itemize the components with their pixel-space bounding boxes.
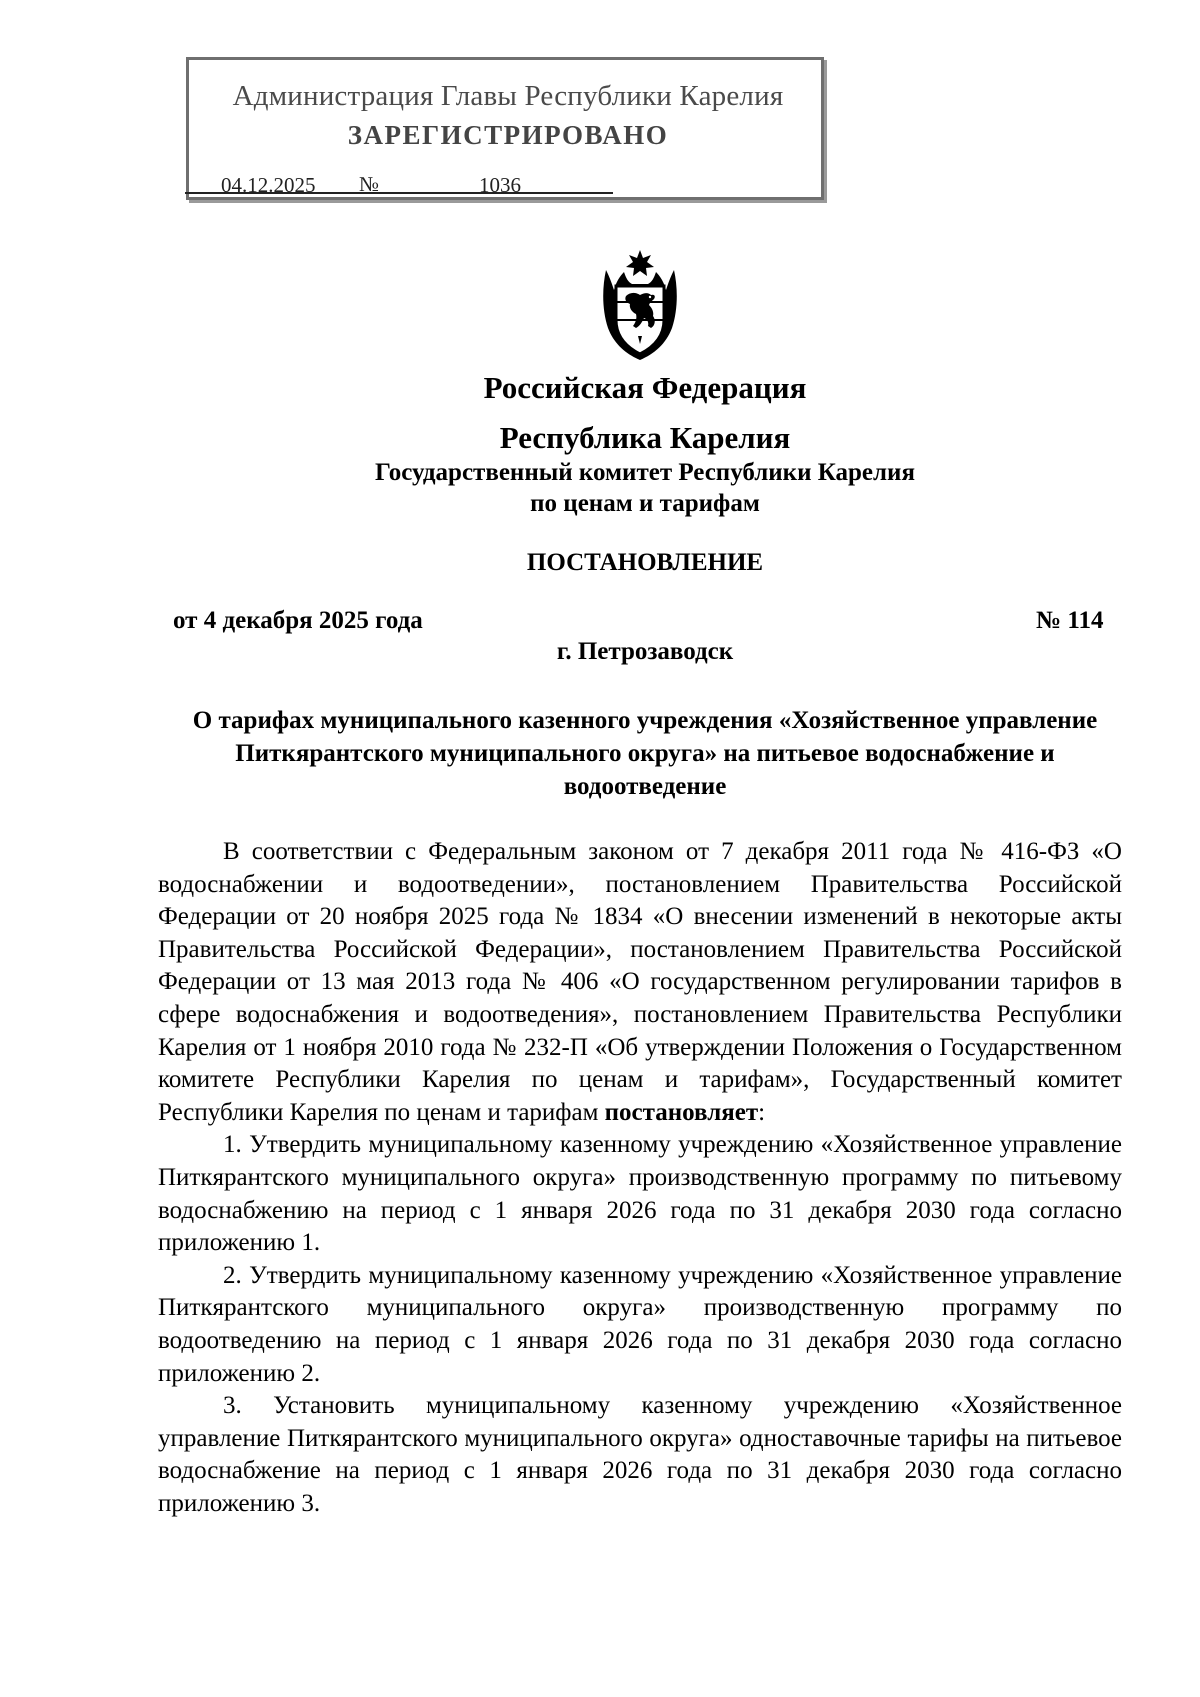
decree-body [158,836,1122,1520]
preamble-colon: : [758,1098,766,1126]
doc-type-heading: ПОСТАНОВЛЕНИЕ [526,549,764,576]
decree-title: О тарифах муниципального казенного учреждения «Хозяйственное управление Питкярантского муниципального округа» на питьевое водоснабжение и водоотведение [192,707,1098,800]
decree-number: № 114 [1036,607,1104,634]
decree-item-1: 1. Утвердить муниципальному казенному учреждению «Хозяйственное управление Питкярантского муниципального округа» производственную программу по питьевому водоснабжению на период с 1 января 2026 года по 31 декабря 2030 года согласно приложению 1. [158,1131,1122,1257]
stamp-admin: Администрация Главы Республики Карелия [232,80,784,112]
stamp-status: ЗАРЕГИСТРИРОВАНО [347,120,669,150]
country-heading: Российская Федерация [483,370,807,405]
karelia-coat-of-arms-icon [596,248,684,366]
republic-heading: Республика Карелия [499,420,791,455]
stamp-number: 1036 [479,173,521,197]
registration-stamp [186,57,824,200]
decree-city: г. Петрозаводск [556,638,734,665]
stamp-number-sign: № [359,172,380,196]
decree-date: от 4 декабря 2025 года [173,607,423,634]
preamble-paragraph [158,836,1122,1129]
stamp-date: 04.12.2025 [221,173,316,197]
committee-heading-line1: Государственный комитет Республики Карелия [375,459,915,486]
preamble-resolves: постановляет [604,1098,759,1126]
decree-item-2: 2. Утвердить муниципальному казенному учреждению «Хозяйственное управление Питкярантского муниципального округа» производственную программу по водоотведению на период с 1 января 2026 года по 31 декабря 2030 года согласно приложению 2. [158,1261,1122,1387]
decree-item-3: 3. Установить муниципальному казенному учреждению «Хозяйственное управление Питкярантского муниципального округа» одноставочные тарифы на питьевое водоснабжение на период с 1 января 2026 года по 31 декабря 2030 года согласно приложению 3. [158,1392,1122,1517]
committee-heading-line2: по ценам и тарифам [530,490,760,517]
preamble-text: В соответствии с Федеральным законом от 7 декабря 2011 года № 416-ФЗ «О водоснабжении и водоотведении», постановлением Правительства Российской Федерации от 20 ноября 2025 года № 1834 «О внесении изменений в некоторые акты Правительства Российской Федерации», постановлением Правительства Российской Федерации от 13 мая 2013 года № 406 «О государственном регулировании тарифов в сфере водоснабжения и водоотведения», постановлением Правительства Республики Карелия от 1 ноября 2010 года № 232-П «Об утверждении Положения о Государственном комитете Республики Карелия по ценам и тарифам», Государственный комитет Республики Карелия по ценам и тарифам [158,838,1122,1126]
